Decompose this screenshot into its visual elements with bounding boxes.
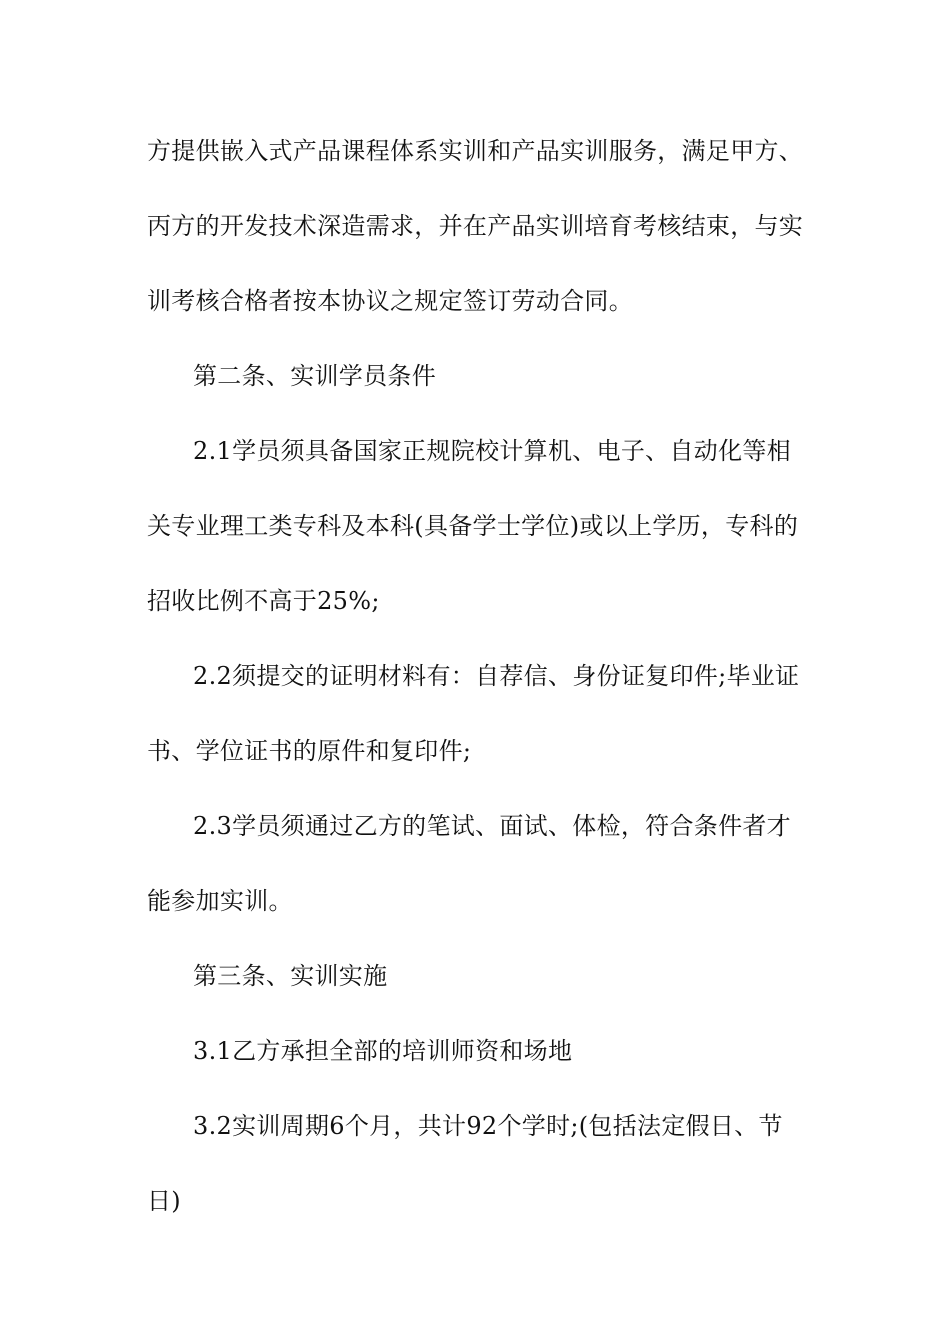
paragraph-line: 书、学位证书的原件和复印件; <box>147 737 472 765</box>
paragraph-line: 日) <box>147 1187 181 1215</box>
section-heading-article-2: 第二条、实训学员条件 <box>193 362 436 390</box>
paragraph-line: 招收比例不高于25%; <box>147 587 380 615</box>
paragraph-line: 3.1乙方承担全部的培训师资和场地 <box>193 1037 573 1065</box>
paragraph-line: 2.2须提交的证明材料有：自荐信、身份证复印件;毕业证 <box>193 662 800 690</box>
paragraph-line: 3.2实训周期6个月，共计92个学时;(包括法定假日、节 <box>193 1112 783 1140</box>
section-heading-article-3: 第三条、实训实施 <box>193 962 388 990</box>
paragraph-line: 丙方的开发技术深造需求，并在产品实训培育考核结束，与实 <box>147 212 804 240</box>
paragraph-line: 能参加实训。 <box>147 887 293 915</box>
paragraph-line: 2.3学员须通过乙方的笔试、面试、体检，符合条件者才 <box>193 812 791 840</box>
paragraph-line: 关专业理工类专科及本科(具备学士学位)或以上学历，专科的 <box>147 512 799 540</box>
paragraph-line: 训考核合格者按本协议之规定签订劳动合同。 <box>147 287 633 315</box>
paragraph-line: 2.1学员须具备国家正规院校计算机、电子、自动化等相 <box>193 437 791 465</box>
paragraph-line: 方提供嵌入式产品课程体系实训和产品实训服务，满足甲方、 <box>147 137 804 165</box>
